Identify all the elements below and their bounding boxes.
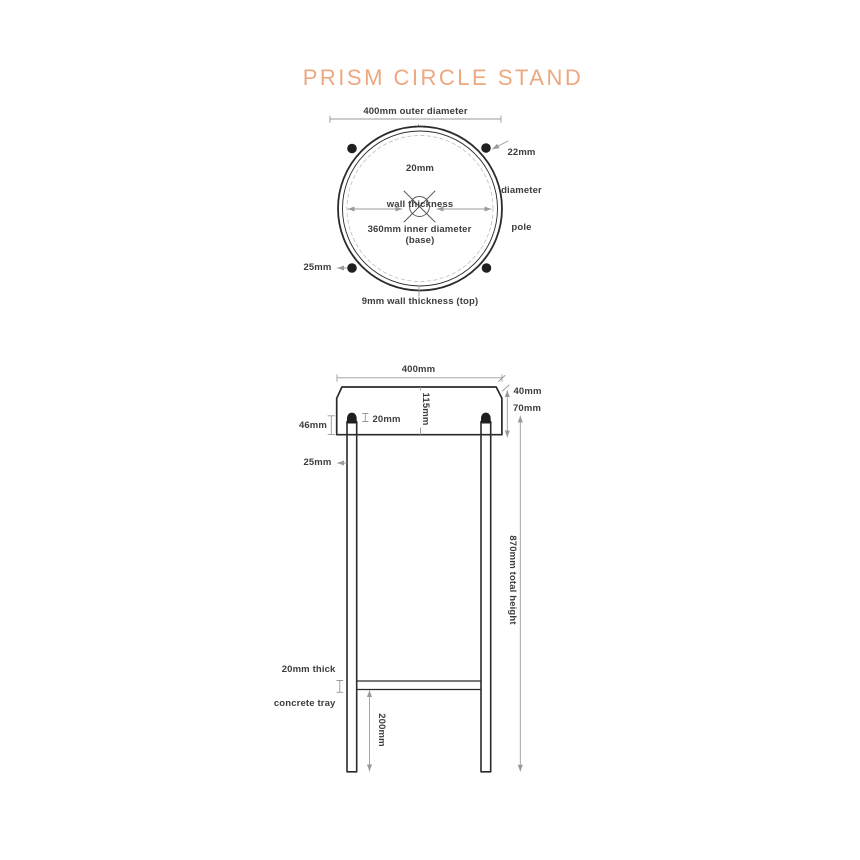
total-height-label: 870mm total height [507, 535, 518, 625]
width-dimension [337, 375, 502, 382]
side-width-label: 400mm [401, 363, 436, 375]
inner-diameter-label: 360mm inner diameter [367, 224, 472, 235]
pole-inset-label: 46mm [298, 419, 327, 431]
right-pole-dome [481, 413, 491, 424]
leg-diameter-label: 25mm [303, 457, 332, 468]
slab-height-label: 115mm [419, 392, 431, 426]
pole-diameter-label [501, 122, 542, 260]
edge-height-label: 70mm [513, 403, 542, 414]
side-view [328, 375, 520, 772]
pole-edge-offset-label: 25mm [303, 262, 332, 273]
outer-diameter-label: 400mm outer diameter [363, 105, 468, 117]
pole-label-line3: pole [511, 222, 532, 233]
pole-dot-bottom-right [482, 263, 492, 273]
pole-label-line2: diameter [501, 184, 542, 196]
left-pole-dome [347, 413, 357, 424]
tray-clearance-label: 200mm [375, 713, 387, 747]
chamfer-label: 40mm [513, 386, 542, 397]
left-leg [347, 422, 357, 772]
tray-thickness-dimension [337, 681, 343, 693]
pole-inset-dimension [328, 416, 335, 435]
pole-top-gap-label: 20mm [372, 413, 401, 425]
pole-label-line1: 22mm [507, 147, 536, 158]
wall-thickness-top-label: 9mm wall thickness (top) [361, 295, 479, 307]
page-title: PRISM CIRCLE STAND [302, 65, 584, 90]
tray-label-line2: concrete tray [273, 698, 336, 709]
tray-label-line1: 20mm thick [281, 663, 336, 675]
wall-base-line2: wall thickness [386, 199, 454, 210]
right-leg [481, 422, 491, 772]
wall-thickness-base-label [387, 139, 454, 271]
tray-label [274, 641, 336, 733]
wall-base-line1: 20mm [405, 163, 435, 174]
concrete-tray [357, 681, 481, 690]
pole-dot-top-left [347, 144, 357, 154]
wall-base-line3: (base) [405, 235, 435, 246]
pole-dot-bottom-left [347, 263, 357, 273]
legs [347, 413, 491, 772]
pole-dot-top-right [481, 143, 491, 153]
